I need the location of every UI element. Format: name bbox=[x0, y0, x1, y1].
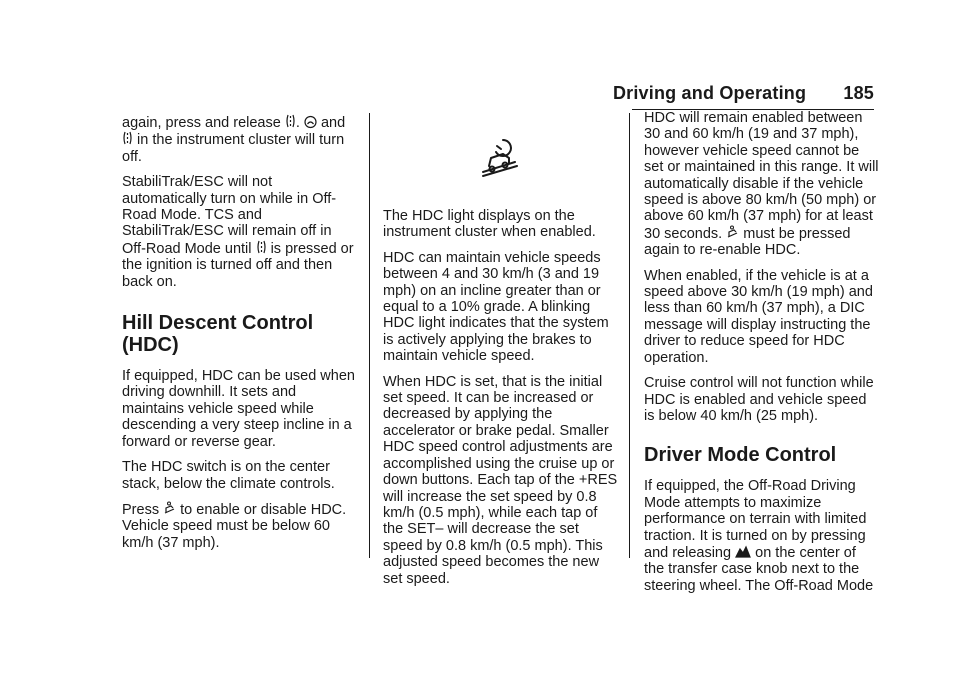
hdc-icon bbox=[481, 136, 521, 180]
paragraph: HDC can maintain vehicle speeds between 4 and 30 km/h (3 and 19 mph) on an incline greater than or equal to a 10% grade. A blinking HDC light indicates that the system is actively applying the brakes to maintain vehicle speed. bbox=[383, 249, 609, 365]
paragraph bbox=[122, 174, 358, 290]
tcs-off-icon bbox=[256, 240, 267, 255]
text-run: must be pressed again to re-enable HDC. bbox=[644, 225, 851, 259]
paragraph bbox=[644, 478, 880, 594]
paragraph: The HDC light displays on the instrument cluster when enabled. bbox=[383, 208, 596, 241]
text-run: to enable or disable HDC. Vehicle speed must be below 60 km/h (37 mph). bbox=[122, 501, 347, 551]
hdc-icon bbox=[726, 225, 739, 240]
text-run: in the instrument cluster will turn off. bbox=[122, 132, 345, 165]
text-run: and bbox=[320, 115, 346, 131]
section-title: Driving and Operating bbox=[612, 83, 807, 103]
text-run: StabiliTrak/ESC will not automatically turn on while in Off-Road Mode. TCS and StabiliTrak/ESC will remain off in Off-Road Mode until bbox=[122, 174, 337, 257]
paragraph bbox=[122, 501, 358, 551]
text-run: . bbox=[295, 115, 300, 131]
column-divider bbox=[369, 113, 370, 558]
text-run: HDC will remain enabled between 30 and 60 km/h (19 and 37 mph), however vehicle speed cannot be set or maintained in this range. It will automatically disable if the vehicle speed is above 80 km/h (50 mph) or above 60 km/h (37 mph) for at least 30 seconds. bbox=[644, 110, 879, 242]
column-2 bbox=[383, 110, 619, 596]
paragraph: When enabled, if the vehicle is at a speed above 30 km/h (19 mph) and less than 60 km/h (37 mph), a DIC message will display instructing the driver to reduce speed for HDC operation. bbox=[644, 267, 873, 366]
running-header bbox=[613, 83, 874, 104]
column-3 bbox=[644, 110, 880, 603]
hdc-indicator-figure bbox=[383, 136, 619, 208]
text-run: on the center of the transfer case knob next to the steering wheel. The Off-Road Mode bbox=[644, 544, 874, 594]
esc-off-icon bbox=[304, 115, 317, 129]
text-run: If equipped, the Off-Road Driving Mode attempts to maximize performance on terrain with limited traction. It is turned on by pressing and releasing bbox=[644, 478, 867, 561]
text-run: is pressed or the ignition is turned off and then back on. bbox=[122, 240, 354, 290]
off-road-mode-icon bbox=[735, 544, 751, 559]
column-1 bbox=[122, 114, 358, 560]
paragraph: When HDC is set, that is the initial set speed. It can be increased or decreased by applying the accelerator or brake pedal. Smaller HDC speed control adjustments are accomplished using the cruise up or down buttons. Each tap of the +RES will increase the set speed by 0.8 km/h (0.5 mph), while each tap of the SET– will decrease the set speed by 0.8 km/h (0.5 mph). This adjusted speed becomes the new set speed. bbox=[383, 373, 618, 587]
section-heading: Hill Descent Control (HDC) bbox=[122, 312, 314, 357]
section-heading: Driver Mode Control bbox=[644, 444, 837, 467]
paragraph: Cruise control will not function while HDC is enabled and vehicle speed is below 40 km/h (25 mph). bbox=[644, 375, 874, 424]
tcs-off-icon bbox=[285, 114, 296, 129]
text-run: Press bbox=[122, 501, 160, 518]
paragraph bbox=[644, 110, 880, 259]
paragraph: The HDC switch is on the center stack, below the climate controls. bbox=[122, 459, 335, 492]
column-divider bbox=[629, 113, 630, 558]
hdc-icon bbox=[163, 501, 176, 516]
paragraph: If equipped, HDC can be used when driving downhill. It sets and maintains vehicle speed while descending a very steep incline in a forward or reverse gear. bbox=[122, 368, 355, 450]
tcs-off-icon bbox=[122, 131, 133, 146]
page-number: 185 bbox=[843, 83, 874, 103]
paragraph bbox=[122, 114, 358, 165]
text-run: again, press and release bbox=[122, 115, 281, 131]
